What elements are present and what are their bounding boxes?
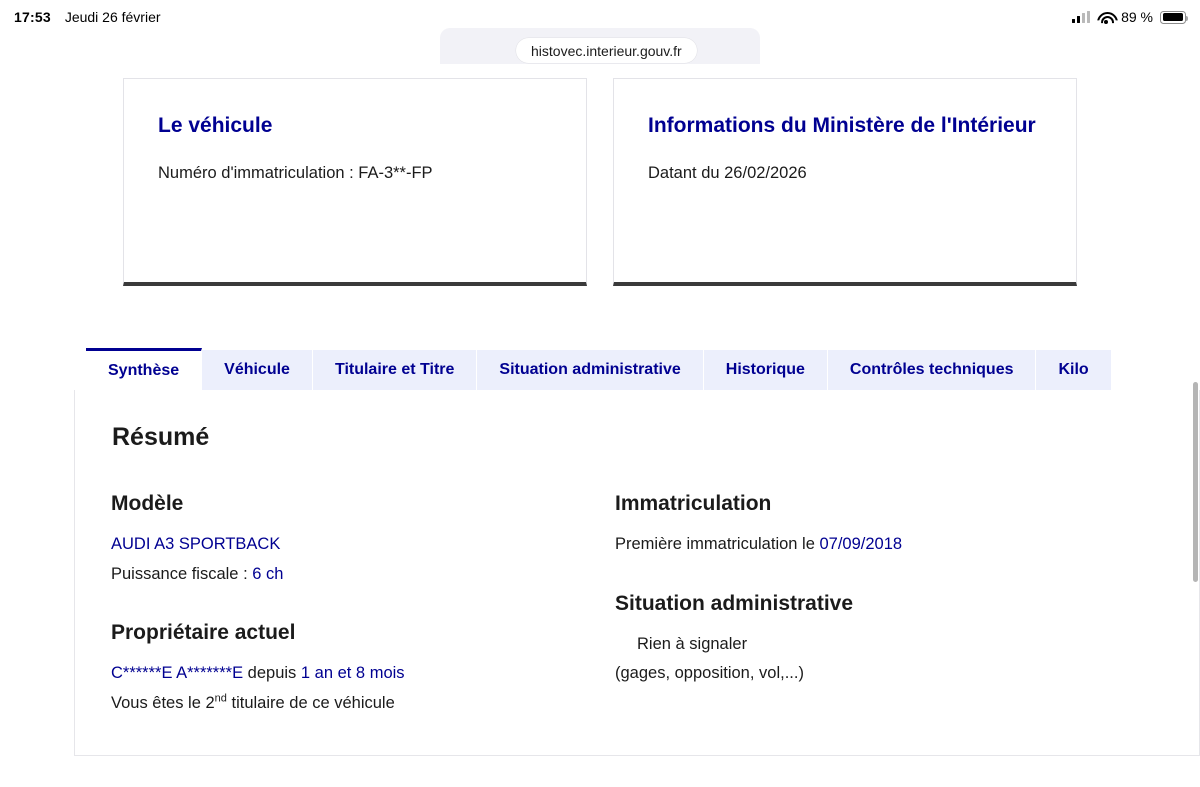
tab-controles-techniques[interactable]: Contrôles techniques — [828, 350, 1037, 390]
panel-right-column — [615, 492, 1135, 751]
holder-rank-row — [111, 689, 615, 719]
power-row — [111, 560, 615, 590]
owner-since-value: 1 an et 8 mois — [300, 664, 405, 683]
wifi-icon — [1097, 11, 1114, 24]
vehicle-card — [123, 78, 587, 286]
holder-rank: 2 — [205, 694, 215, 713]
url-field[interactable]: histovec.interieur.gouv.fr — [516, 38, 697, 63]
browser-tab-bar — [0, 34, 1200, 64]
immatriculation-block — [615, 492, 1135, 560]
first-immatriculation-value: 07/09/2018 — [819, 535, 903, 553]
model-name-row — [111, 530, 615, 560]
panel-left-column — [111, 492, 615, 751]
cellular-signal-icon — [1072, 11, 1090, 23]
ministry-card-line: Datant du 26/02/2026 — [648, 163, 807, 182]
page-content — [0, 64, 1200, 787]
tab-situation-administrative[interactable]: Situation administrative — [477, 350, 703, 390]
ministry-card — [613, 78, 1077, 286]
holder-rank-suffix: nd — [214, 692, 227, 705]
tab-historique[interactable]: Historique — [704, 350, 828, 390]
tab-kilometrage[interactable]: Kilo — [1036, 350, 1111, 390]
vehicle-card-title: Le véhicule — [158, 114, 273, 137]
model-heading: Modèle — [111, 492, 184, 515]
owner-row — [111, 659, 615, 689]
situation-status: Rien à signaler — [637, 634, 748, 653]
power-value: 6 ch — [252, 564, 284, 583]
battery-percent-label: 89 % — [1121, 9, 1153, 25]
status-time: 17:53 — [14, 9, 51, 25]
model-name[interactable]: AUDI A3 SPORTBACK — [111, 535, 281, 553]
panel-columns — [111, 492, 1163, 751]
owner-block — [111, 621, 615, 718]
holder-prefix: Vous êtes le — [111, 694, 206, 713]
first-immatriculation-label: Première immatriculation le — [615, 535, 820, 553]
status-date: Jeudi 26 février — [64, 9, 161, 25]
first-immatriculation-row — [615, 530, 1135, 560]
owner-heading: Propriétaire actuel — [111, 621, 296, 645]
situation-administrative-heading: Situation administrative — [615, 591, 854, 615]
tab-synthese[interactable]: Synthèse — [86, 348, 202, 390]
tab-vehicule[interactable]: Véhicule — [202, 350, 313, 390]
battery-icon — [1160, 11, 1186, 24]
situation-administrative-block — [615, 592, 1135, 689]
holder-suffix: titulaire de ce véhicule — [226, 694, 395, 713]
situation-note: (gages, opposition, vol,...) — [615, 664, 804, 683]
synthese-panel — [74, 390, 1200, 756]
panel-heading: Résumé — [112, 423, 210, 451]
status-right-cluster — [1072, 9, 1186, 25]
vehicle-card-line: Numéro d'immatriculation : FA-3**-FP — [158, 163, 433, 182]
tab-titulaire-et-titre[interactable]: Titulaire et Titre — [313, 350, 477, 390]
tab-bar — [0, 348, 1200, 390]
summary-cards — [0, 64, 1200, 286]
power-label: Puissance fiscale : — [111, 564, 253, 583]
vertical-scrollbar[interactable] — [1193, 382, 1198, 582]
immatriculation-heading: Immatriculation — [615, 492, 772, 515]
ministry-card-title: Informations du Ministère de l'Intérieur — [648, 114, 1036, 137]
owner-name: C******E A*******E — [111, 664, 244, 683]
owner-since-label: depuis — [243, 664, 301, 683]
model-block — [111, 492, 615, 589]
